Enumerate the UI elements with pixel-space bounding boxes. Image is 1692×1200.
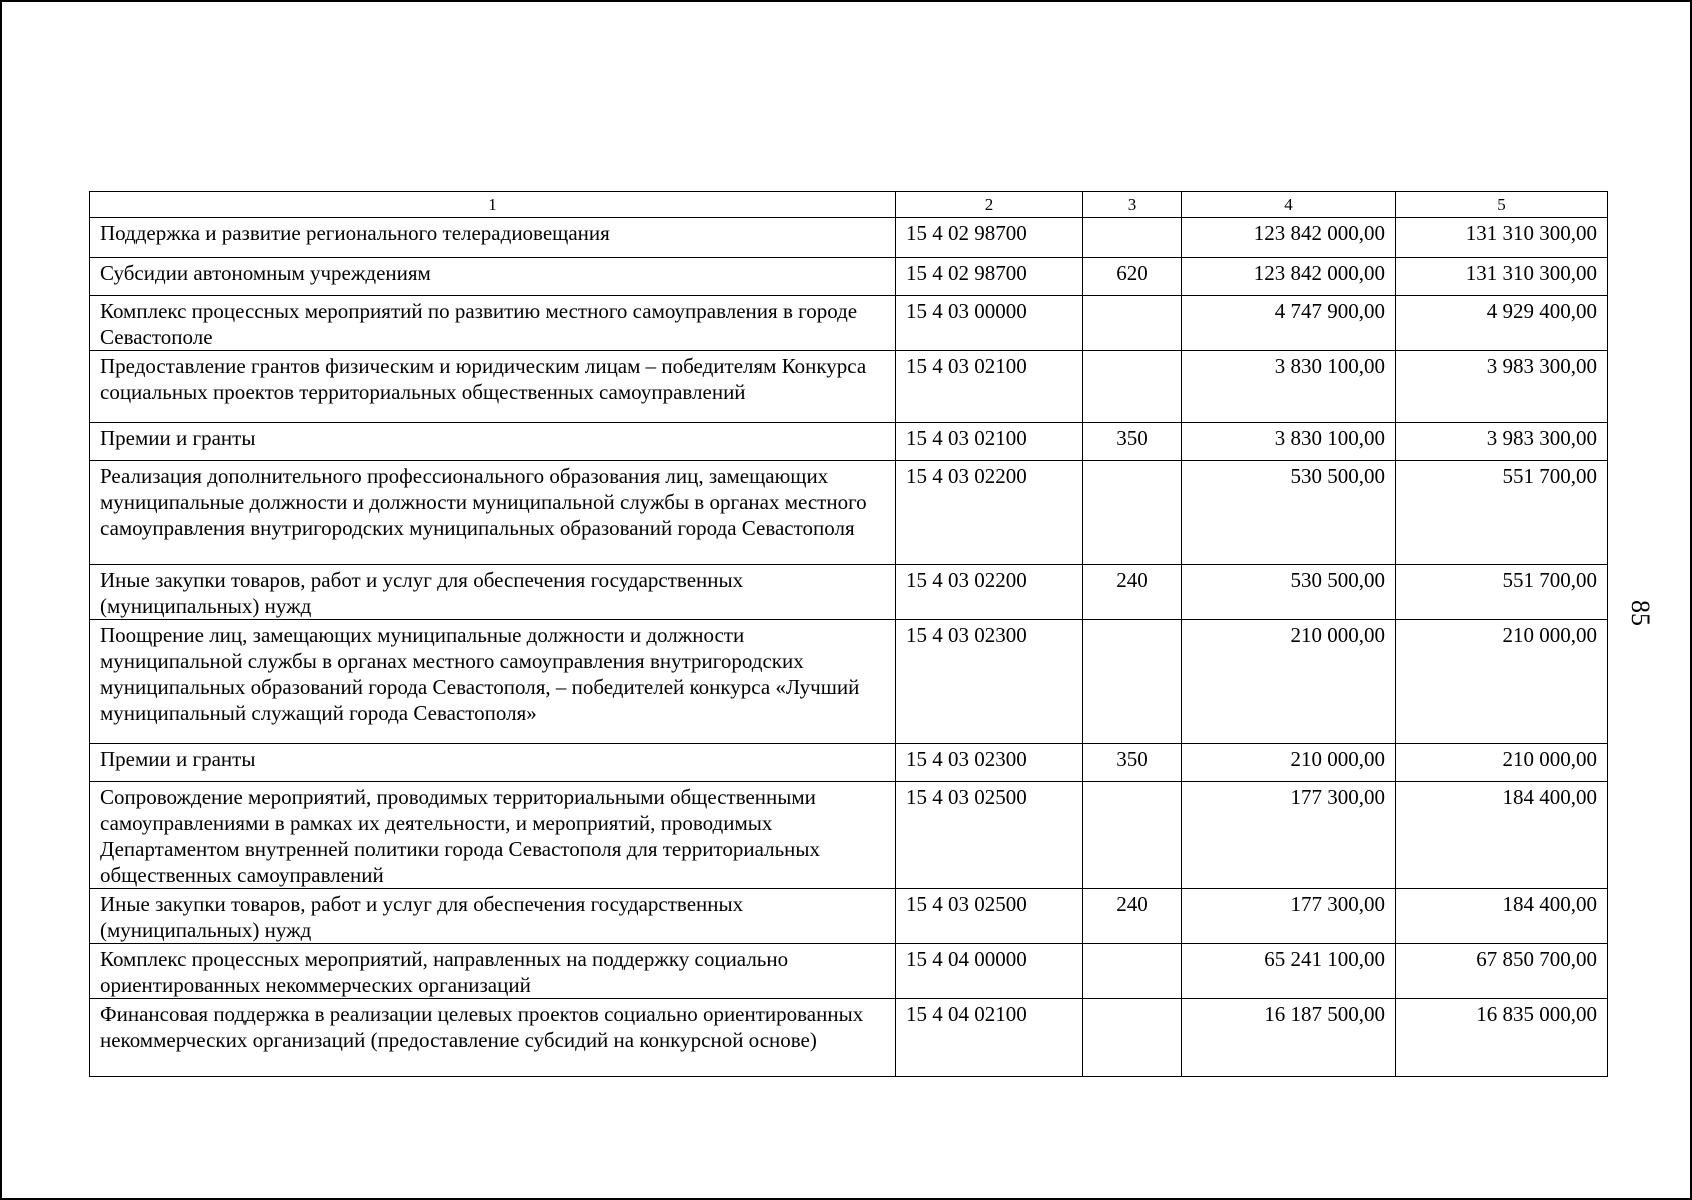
- row-name-cell: Реализация дополнительного профессионального образования лиц, замещающих муниципальные должности и должности муниципальной службы в органах местного самоуправления внутригородских муниципальных образований города Севастополя: [90, 461, 896, 565]
- row-amount-2-cell: 4 929 400,00: [1396, 296, 1608, 351]
- row-name-cell: Премии и гранты: [90, 744, 896, 782]
- table-row: [90, 423, 1608, 461]
- row-amount-1-cell: 530 500,00: [1182, 565, 1396, 620]
- table-row: [90, 944, 1608, 999]
- row-amount-1-cell: 177 300,00: [1182, 782, 1396, 889]
- table-row: [90, 889, 1608, 944]
- row-code-cell: 15 4 04 02100: [896, 999, 1083, 1077]
- row-amount-1-cell: 210 000,00: [1182, 744, 1396, 782]
- row-amount-1-cell: 4 747 900,00: [1182, 296, 1396, 351]
- row-amount-2-cell: 210 000,00: [1396, 744, 1608, 782]
- table-header-row: [90, 192, 1608, 218]
- table-row: [90, 999, 1608, 1077]
- column-header-4: 4: [1182, 192, 1396, 218]
- column-header-1: 1: [90, 192, 896, 218]
- table-row: [90, 351, 1608, 423]
- row-type-cell: [1083, 351, 1182, 423]
- row-amount-2-cell: 16 835 000,00: [1396, 999, 1608, 1077]
- row-type-cell: [1083, 620, 1182, 744]
- row-amount-2-cell: 3 983 300,00: [1396, 351, 1608, 423]
- row-amount-1-cell: 65 241 100,00: [1182, 944, 1396, 999]
- row-name-cell: Иные закупки товаров, работ и услуг для обеспечения государственных (муниципальных) нужд: [90, 889, 896, 944]
- row-type-cell: 620: [1083, 258, 1182, 296]
- row-type-cell: 350: [1083, 744, 1182, 782]
- row-name-cell: Финансовая поддержка в реализации целевых проектов социально ориентированных некоммерческих организаций (предоставление субсидий на конкурсной основе): [90, 999, 896, 1077]
- row-name-cell: Комплекс процессных мероприятий, направленных на поддержку социально ориентированных некоммерческих организаций: [90, 944, 896, 999]
- row-amount-2-cell: 551 700,00: [1396, 565, 1608, 620]
- row-code-cell: 15 4 03 02100: [896, 423, 1083, 461]
- row-amount-1-cell: 16 187 500,00: [1182, 999, 1396, 1077]
- row-amount-2-cell: 3 983 300,00: [1396, 423, 1608, 461]
- row-code-cell: 15 4 04 00000: [896, 944, 1083, 999]
- row-type-cell: [1083, 218, 1182, 258]
- row-amount-2-cell: 131 310 300,00: [1396, 258, 1608, 296]
- column-header-3: 3: [1083, 192, 1182, 218]
- row-type-cell: [1083, 999, 1182, 1077]
- row-code-cell: 15 4 03 02200: [896, 461, 1083, 565]
- row-type-cell: [1083, 944, 1182, 999]
- column-header-5: 5: [1396, 192, 1608, 218]
- row-type-cell: [1083, 296, 1182, 351]
- row-name-cell: Иные закупки товаров, работ и услуг для обеспечения государственных (муниципальных) нужд: [90, 565, 896, 620]
- row-name-cell: Предоставление грантов физическим и юридическим лицам – победителям Конкурса социальных проектов территориальных общественных самоуправлений: [90, 351, 896, 423]
- row-type-cell: 240: [1083, 565, 1182, 620]
- row-amount-1-cell: 3 830 100,00: [1182, 351, 1396, 423]
- table-row: [90, 782, 1608, 889]
- row-amount-1-cell: 177 300,00: [1182, 889, 1396, 944]
- row-amount-1-cell: 210 000,00: [1182, 620, 1396, 744]
- row-code-cell: 15 4 02 98700: [896, 258, 1083, 296]
- row-type-cell: [1083, 782, 1182, 889]
- row-name-cell: Поддержка и развитие регионального телерадиовещания: [90, 218, 896, 258]
- table-row: [90, 620, 1608, 744]
- row-code-cell: 15 4 03 00000: [896, 296, 1083, 351]
- row-amount-1-cell: 530 500,00: [1182, 461, 1396, 565]
- row-type-cell: 350: [1083, 423, 1182, 461]
- row-name-cell: Поощрение лиц, замещающих муниципальные должности и должности муниципальной службы в органах местного самоуправления внутригородских муниципальных образований города Севастополя, – победителей конкурса «Лучший муниципальный служащий города Севастополя»: [90, 620, 896, 744]
- row-amount-2-cell: 67 850 700,00: [1396, 944, 1608, 999]
- row-amount-2-cell: 184 400,00: [1396, 782, 1608, 889]
- row-type-cell: [1083, 461, 1182, 565]
- row-name-cell: Сопровождение мероприятий, проводимых территориальными общественными самоуправлениями в рамках их деятельности, и мероприятий, проводимых Департаментом внутренней политики города Севастополя для территориальных общественных самоуправлений: [90, 782, 896, 889]
- budget-table: [89, 191, 1608, 1077]
- row-code-cell: 15 4 03 02500: [896, 889, 1083, 944]
- table-row: [90, 461, 1608, 565]
- row-code-cell: 15 4 03 02100: [896, 351, 1083, 423]
- row-code-cell: 15 4 03 02200: [896, 565, 1083, 620]
- table-row: [90, 258, 1608, 296]
- page-number: 85: [1626, 600, 1655, 626]
- row-amount-2-cell: 131 310 300,00: [1396, 218, 1608, 258]
- table-row: [90, 565, 1608, 620]
- table-row: [90, 218, 1608, 258]
- row-amount-2-cell: 184 400,00: [1396, 889, 1608, 944]
- row-code-cell: 15 4 02 98700: [896, 218, 1083, 258]
- row-name-cell: Комплекс процессных мероприятий по развитию местного самоуправления в городе Севастополе: [90, 296, 896, 351]
- row-type-cell: 240: [1083, 889, 1182, 944]
- row-name-cell: Субсидии автономным учреждениям: [90, 258, 896, 296]
- table-row: [90, 296, 1608, 351]
- row-amount-1-cell: 123 842 000,00: [1182, 218, 1396, 258]
- row-name-cell: Премии и гранты: [90, 423, 896, 461]
- table-row: [90, 744, 1608, 782]
- row-code-cell: 15 4 03 02300: [896, 744, 1083, 782]
- row-amount-2-cell: 210 000,00: [1396, 620, 1608, 744]
- row-amount-2-cell: 551 700,00: [1396, 461, 1608, 565]
- row-code-cell: 15 4 03 02500: [896, 782, 1083, 889]
- row-amount-1-cell: 123 842 000,00: [1182, 258, 1396, 296]
- row-amount-1-cell: 3 830 100,00: [1182, 423, 1396, 461]
- column-header-2: 2: [896, 192, 1083, 218]
- row-code-cell: 15 4 03 02300: [896, 620, 1083, 744]
